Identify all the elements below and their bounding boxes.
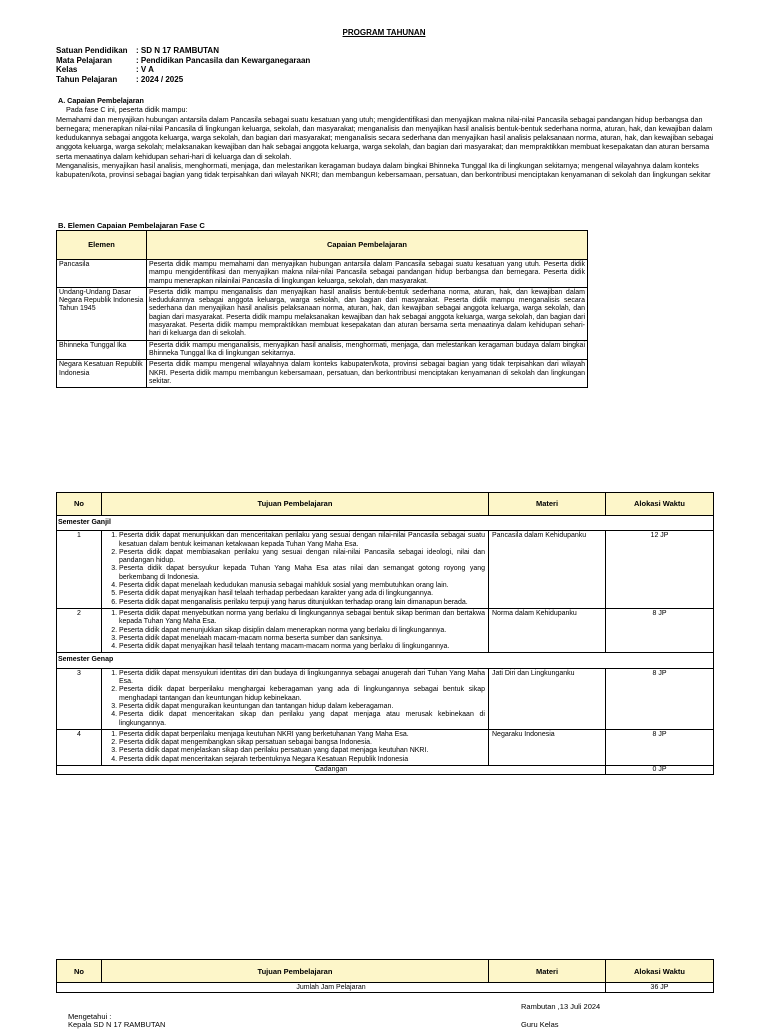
list-item: 1. Peserta didik dapat berperilaku menjaga keutuhan NKRI yang berketuhanan Yang Maha Esa.: [119, 731, 485, 739]
capaian-cell: Peserta didik mampu mengenal wilayahnya dalam konteks kabupaten/kota, provinsi sebagai bagian yang tidak terpisahkan dari wilayah NKRI. Peserta didik mampu membangun kebersamaan, persatuan, dan berkontribusi menciptakan kenyamanan di sekolah dan lingkungan sekitar.: [147, 360, 588, 388]
materi-cell: Norma dalam Kehidupanku: [489, 608, 606, 652]
capaian-cell: Peserta didik mampu menganalisis, menyajikan hasil analisis, menghormati, menjaga, dan melestarikan keragaman budaya dalam bingkai Bhinneka Tunggal Ika di lingkungan sekitarnya.: [147, 340, 588, 360]
list-item: 3. Peserta didik dapat menguraikan keuntungan dan tantangan hidup dalam keberagaman.: [119, 703, 485, 711]
header-no: No: [57, 493, 102, 516]
list-item: 1. Peserta didik dapat menyebutkan norma yang berlaku di lingkungannya sebagai bentuk sikap beriman dan bertakwa kepada Tuhan Yang Maha Esa.: [119, 610, 485, 627]
list-item: 6. Peserta didik dapat menganalisis perilaku terpuji yang harus ditunjukkan terhadap orang lain dimanapun berada.: [119, 599, 485, 607]
elemen-table-header: [57, 231, 588, 260]
cadangan-row: [57, 766, 714, 775]
elemen-table: [56, 230, 588, 388]
identity-label: Tahun Pelajaran: [56, 74, 118, 84]
total-label: Jumlah Jam Pelajaran: [57, 983, 606, 993]
materi-cell: Jati Diri dan Lingkunganku: [489, 668, 606, 729]
elemen-cell: Undang-Undang Dasar Negara Republik Indonesia Tahun 1945: [57, 287, 147, 340]
tujuan-cell: [102, 668, 489, 729]
section-a-paragraph: Memahami dan menyajikan hubungan antarsila dalam Pancasila sebagai suatu kesatuan yang utuh; mengidentifikasi dan menyajikan makna nilai-nilai Pancasila sebagai pandangan hidup berbangsa dan bernegara; menerapkan nilai-nilai Pancasila di lingkungan keluarga, sekolah, dan masyarakat; menganalisis dan menyajikan hasil analisis bentuk-bentuk sederhana norma, aturan, hak, dan kewajiban dalam kedudukannya sebagai anggota keluarga, warga sekolah, dan bagian dari masyarakat; menganalisis secara sederhana dan menyajikan hasil analisis pelaksanaan norma, aturan, hak, dan kewajiban sebagai anggota keluarga, warga sekolah; melaksanakan kewajiban dan hak sebagai anggota keluarga, warga sekolah, dan bagian dari masyarakat; dan mempraktikkan membuat kesepakatan dan aturan bersama serta menaatinya dalam kehidupan sehari-hari di keluarga dan di sekolah.: [56, 114, 714, 161]
table-row: [57, 360, 588, 388]
list-item: 4. Peserta didik dapat menceritakan sikap dan perilaku yang dapat menjaga atau merusak kebinekaan di lingkungannya.: [119, 711, 485, 728]
row-number: 3: [57, 668, 102, 729]
cadangan-value: 0 JP: [606, 766, 714, 775]
identity-row: [56, 65, 310, 75]
list-item: 1. Peserta didik dapat menunjukkan dan menceritakan perilaku yang sesuai dengan nilai-nilai Pancasila sebagai suatu kesatuan dalam bentuk keimanan ketakwaan kepada Tuhan Yang Maha Esa.: [119, 532, 485, 549]
table-row: [57, 608, 714, 652]
header-elemen: Elemen: [57, 231, 147, 260]
tujuan-cell: [102, 608, 489, 652]
identity-value: : 2024 / 2025: [136, 74, 184, 84]
table-row: [57, 668, 714, 729]
elemen-cell: Negara Kesatuan Republik Indonesia: [57, 360, 147, 388]
program-table: [56, 492, 714, 775]
list-item: 4. Peserta didik dapat menelaah kedudukan manusia sebagai mahkluk sosial yang membutuhkan orang lain.: [119, 582, 485, 590]
section-a-paragraph: Menganalisis, menyajikan hasil analisis, menghormati, menjaga, dan melestarikan keragaman budaya dalam bingkai Bhinneka Tunggal Ika di lingkungan sekitarnya; mengenal wilayahnya dalam konteks kabupaten/kota, provinsi sebagai bagian yang tidak terpisahkan dari wilayah NKRI; dan membangun kebersamaan, persatuan, dan berkontribusi menciptakan kenyamanan di sekolah dan lingkungan sekitar: [56, 161, 711, 180]
identity-value: : SD N 17 RAMBUTAN: [136, 46, 219, 55]
row-number: 2: [57, 608, 102, 652]
section-a-intro: Pada fase C ini, peserta didik mampu:: [66, 105, 188, 115]
identity-value: : Pendidikan Pancasila dan Kewarganegaraan: [136, 55, 311, 65]
capaian-cell: Peserta didik mampu menganalisis dan menyajikan hasil analisis bentuk-bentuk sederhana norma, aturan, hak, dan kewajiban dalam kedudukannya sebagai anggota keluarga, warga sekolah, dan bagian dari masyarakat. Peserta didik mampu menganalisis secara sederhana dan menyajikan hasil analisis pelaksanaan norma, aturan, hak, dan kewajiban sebagai anggota keluarga, warga sekolah, dan bagian dari masyarakat. Peserta didik mampu melaksanakan kewajiban dan hak sebagai anggota keluarga, warga sekolah, dan bagian dari masyarakat. Peserta didik mampu mempraktikkan membuat kesepakatan dan aturan bersama serta menaatinya dalam kehidupan sehari-hari di keluarga dan di sekolah.: [147, 287, 588, 340]
knowing-label: Mengetahui :: [68, 1012, 112, 1021]
page-title: PROGRAM TAHUNAN: [342, 28, 426, 37]
header-materi: Materi: [489, 960, 606, 983]
header-materi: Materi: [489, 493, 606, 516]
tujuan-cell: [102, 729, 489, 765]
list-item: 4. Peserta didik dapat menyajikan hasil telaah tentang macam-macam norma yang berlaku di lingkungannya.: [119, 643, 485, 651]
list-item: 2. Peserta didik dapat berperilaku menghargai keberagaman yang ada di lingkungannya sebagai bentuk sikap menghadapi tantangan dan keuntungan hidup kebinekaan.: [119, 686, 485, 703]
summary-table: [56, 959, 714, 993]
list-item: 1. Peserta didik dapat mensyukuri identitas diri dan budaya di lingkungannya sebagai anugerah dari Tuhan Yang Maha Esa.: [119, 670, 485, 687]
list-item: 2. Peserta didik dapat membiasakan perilaku yang sesuai dengan nilai-nilai Pancasila sebagai ideologi, nilai dan pandangan hidup.: [119, 549, 485, 566]
cadangan-label: Cadangan: [57, 766, 606, 775]
header-tujuan: Tujuan Pembelajaran: [102, 960, 489, 983]
headmaster-title: Kepala SD N 17 RAMBUTAN: [68, 1020, 166, 1029]
table-row: [57, 531, 714, 609]
list-item: 2. Peserta didik dapat menunjukkan sikap disiplin dalam menerapkan norma yang berlaku di lingkungannya.: [119, 627, 485, 635]
header-capaian: Capaian Pembelajaran: [147, 231, 588, 260]
elemen-cell: Pancasila: [57, 260, 147, 288]
identity-row: [56, 75, 310, 85]
row-number: 1: [57, 531, 102, 609]
table-row: [57, 729, 714, 765]
list-item: 3. Peserta didik dapat menelaah macam-macam norma beserta sumber dan sanksinya.: [119, 635, 485, 643]
materi-cell: Negaraku Indonesia: [489, 729, 606, 765]
list-item: 4. Peserta didik dapat menceritakan sejarah terbentuknya Negara Kesatuan Republik Indonesia: [119, 756, 485, 764]
identity-row: [56, 46, 310, 56]
summary-table-header: [57, 960, 714, 983]
total-value: 36 JP: [606, 983, 714, 993]
alokasi-cell: 12 JP: [606, 531, 714, 609]
list-item: 3. Peserta didik dapat menjelaskan sikap dan perilaku persatuan yang dapat menjaga keutuhan NKRI.: [119, 747, 485, 755]
alokasi-cell: 8 JP: [606, 668, 714, 729]
section-a: [56, 96, 716, 180]
list-item: 2. Peserta didik dapat mengembangkan sikap persatuan sebagai bangsa Indonesia.: [119, 739, 485, 747]
row-number: 4: [57, 729, 102, 765]
table-row: [57, 340, 588, 360]
identity-label: Satuan Pendidikan: [56, 46, 128, 55]
identity-label: Kelas: [56, 65, 78, 74]
alokasi-cell: 8 JP: [606, 608, 714, 652]
signature-date: Rambutan ,13 Juli 2024: [521, 1002, 601, 1011]
identity-block: [56, 46, 310, 84]
tujuan-cell: [102, 531, 489, 609]
list-item: 3. Peserta didik dapat bersyukur kepada Tuhan Yang Maha Esa atas nilai dan semangat gotong royong yang berkembang di Indonesia.: [119, 565, 485, 582]
section-a-heading: A. Capaian Pembelajaran: [58, 96, 144, 105]
identity-row: [56, 56, 310, 66]
total-row: [57, 983, 714, 993]
header-alokasi: Alokasi Waktu: [606, 960, 714, 983]
header-no: No: [57, 960, 102, 983]
identity-value: : V A: [136, 65, 154, 74]
teacher-title: Guru Kelas: [521, 1020, 559, 1029]
header-tujuan: Tujuan Pembelajaran: [102, 493, 489, 516]
capaian-cell: Peserta didik mampu memahami dan menyajikan hubungan antarsila dalam Pancasila sebagai suatu kesatuan yang utuh. Peserta didik mampu mengidentifikasi dan menyajikan makna nilai-nilai Pancasila sebagai pandangan hidup berbangsa dan bernegara. Peserta didik mampu menerapkan nilainilai Pancasila di lingkungan keluarga, sekolah, dan masyarakat.: [147, 260, 588, 288]
section-b-heading: B. Elemen Capaian Pembelajaran Fase C: [58, 221, 205, 230]
materi-cell: Pancasila dalam Kehidupanku: [489, 531, 606, 609]
elemen-cell: Bhinneka Tunggal Ika: [57, 340, 147, 360]
list-item: 5. Peserta didik dapat menyajikan hasil telaah terhadap perbedaan karakter yang ada di lingkungannya.: [119, 590, 485, 598]
program-table-header: [57, 493, 714, 516]
semester-ganjil-label: Semester Ganjil: [57, 516, 714, 531]
alokasi-cell: 8 JP: [606, 729, 714, 765]
identity-label: Mata Pelajaran: [56, 55, 113, 65]
table-row: [57, 260, 588, 288]
semester-row: [57, 653, 714, 668]
header-alokasi: Alokasi Waktu: [606, 493, 714, 516]
table-row: [57, 287, 588, 340]
semester-genap-label: Semester Genap: [57, 653, 714, 668]
semester-row: [57, 516, 714, 531]
